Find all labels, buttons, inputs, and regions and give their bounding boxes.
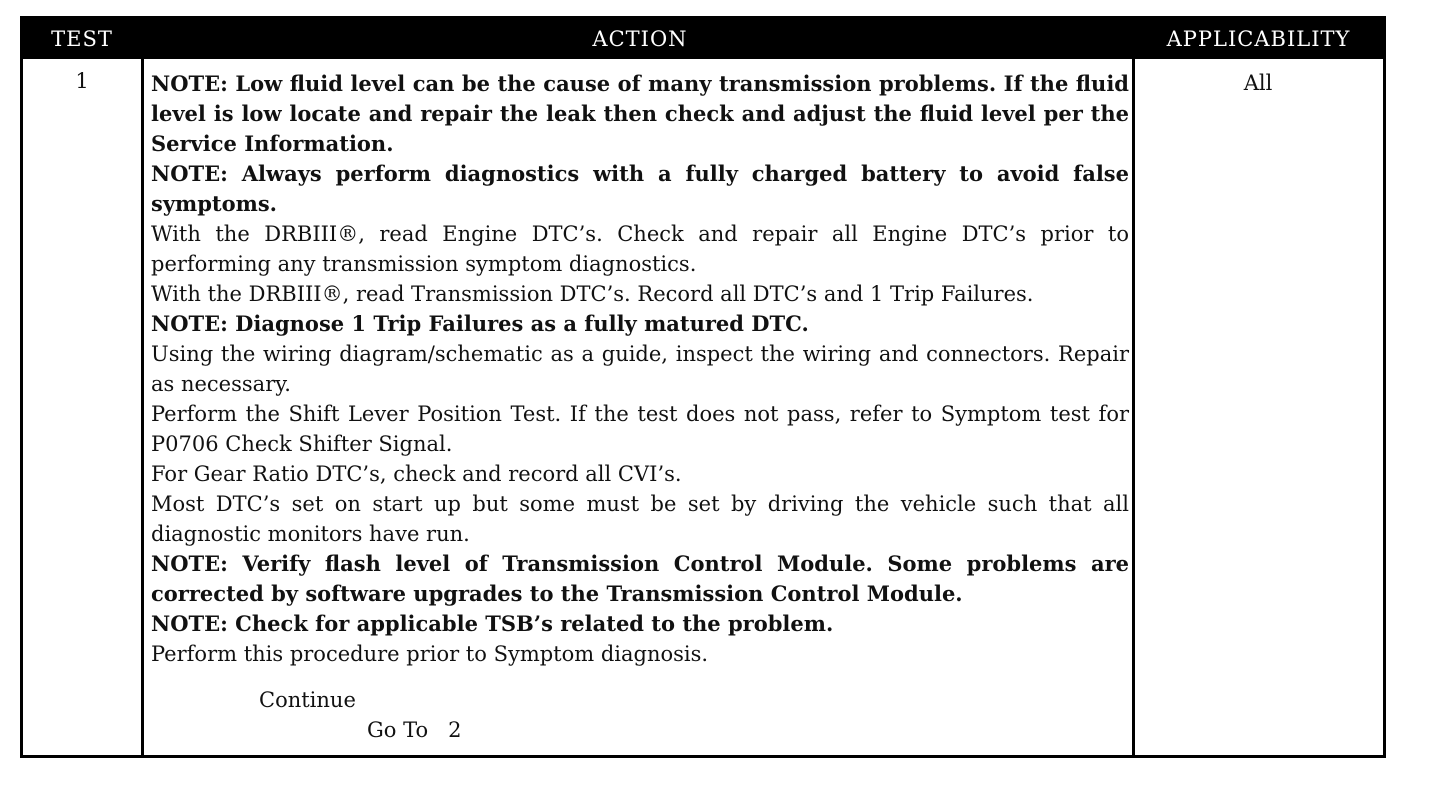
action-line: NOTE: Always perform diagnostics with a fully charged battery to avoid false symptoms. bbox=[151, 161, 1129, 216]
action-line: NOTE: Check for applicable TSB’s related to the problem. bbox=[151, 611, 834, 636]
goto-link[interactable] bbox=[367, 715, 462, 745]
header-action: ACTION bbox=[592, 27, 688, 51]
action-line: NOTE: Low fluid level can be the cause of many transmission problems. If the fluid level is low locate and repair the leak then check and adjust the fluid level per the Service Information. bbox=[151, 71, 1129, 156]
goto-label: Go To bbox=[367, 718, 429, 742]
column-divider bbox=[1132, 59, 1135, 755]
action-text bbox=[151, 69, 1129, 669]
test-number: 1 bbox=[75, 69, 89, 93]
header-applicability: APPLICABILITY bbox=[1166, 27, 1351, 51]
action-line: NOTE: Diagnose 1 Trip Failures as a fully matured DTC. bbox=[151, 311, 809, 336]
action-line: Perform this procedure prior to Symptom diagnosis. bbox=[151, 642, 709, 666]
action-line: For Gear Ratio DTC’s, check and record all CVI’s. bbox=[151, 462, 682, 486]
column-divider bbox=[141, 59, 144, 755]
action-line: NOTE: Verify flash level of Transmission Control Module. Some problems are corrected by software upgrades to the Transmission Control Module. bbox=[151, 551, 1129, 606]
diagnostic-table bbox=[20, 16, 1386, 758]
action-line: With the DRBIII®, read Transmission DTC’s. Record all DTC’s and 1 Trip Failures. bbox=[151, 282, 1034, 306]
action-line: Using the wiring diagram/schematic as a guide, inspect the wiring and connectors. Repair as necessary. bbox=[151, 342, 1129, 396]
table-header bbox=[23, 19, 1383, 59]
applicability-value: All bbox=[1243, 71, 1273, 95]
header-test: TEST bbox=[51, 27, 113, 51]
action-line: Perform the Shift Lever Position Test. If the test does not pass, refer to Symptom test for P0706 Check Shifter Signal. bbox=[151, 402, 1129, 456]
continue-label: Continue bbox=[259, 688, 356, 712]
goto-target: 2 bbox=[448, 718, 462, 742]
action-line: Most DTC’s set on start up but some must be set by driving the vehicle such that all diagnostic monitors have run. bbox=[151, 492, 1129, 546]
action-line: With the DRBIII®, read Engine DTC’s. Check and repair all Engine DTC’s prior to performing any transmission symptom diagnostics. bbox=[151, 222, 1129, 276]
